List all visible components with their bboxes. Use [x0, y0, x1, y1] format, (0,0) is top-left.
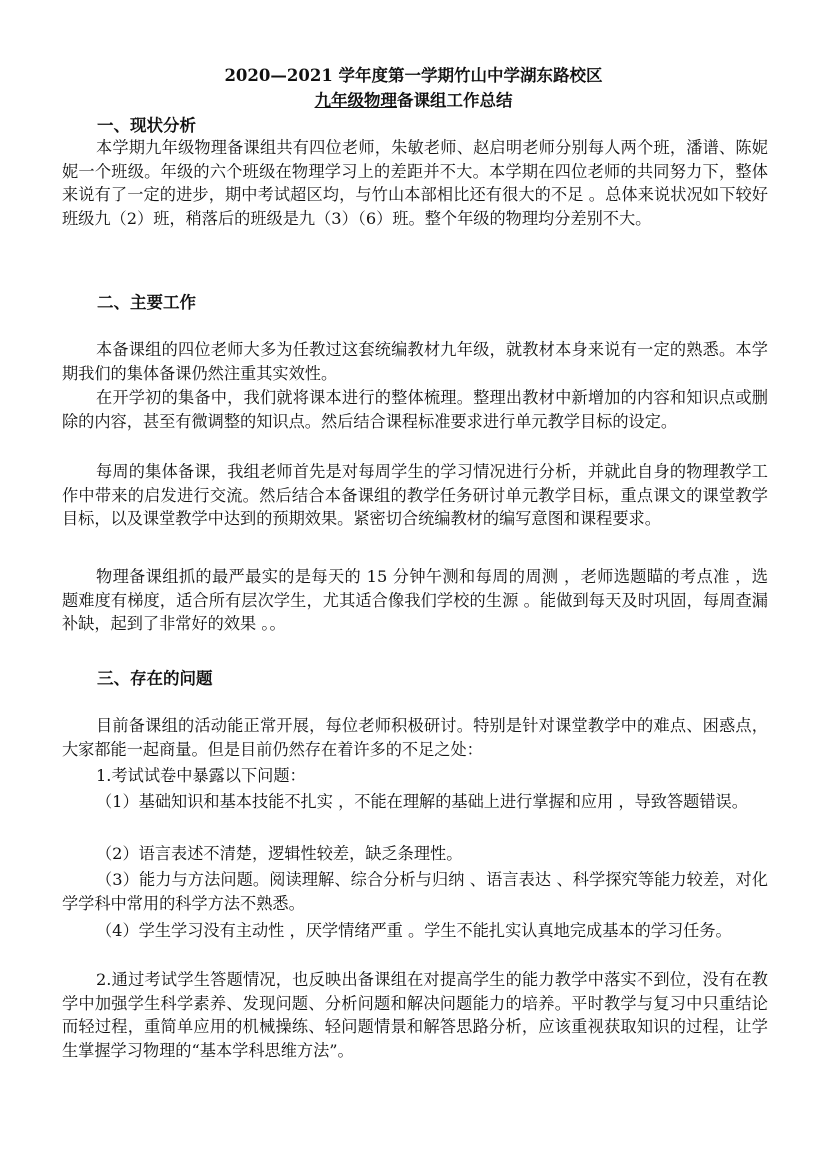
work-paragraph-1: 本备课组的四位老师大多为任教过这套统编教材九年级，就教材本身来说有一定的熟悉。本学期我们的集体备课仍然注重其实效性。	[62, 340, 768, 383]
problems-paragraph-1: 目前备课组的活动能正常开展，每位老师积极研讨。特别是针对课堂教学中的难点、困惑点，大家都能一起商量。但是目前仍然存在着许多的不足之处：	[62, 716, 768, 759]
problems-paragraph-2: 2.通过考试学生答题情况，也反映出备课组在对提高学生的能力教学中落实不到位，没有在教学中加强学生科学素养、发现问题、分析问题和解决问题能力的培养。平时教学与复习中只重结论而轻过程，重简单应用的机械操练、轻问题情景和解答思路分析，应该重视获取知识的过程，让学生掌握学习物理的“基本学科思维方法”。	[62, 970, 768, 1060]
status-paragraph: 本学期九年级物理备课组共有四位老师，朱敏老师、赵启明老师分别每人两个班，潘谱、陈妮妮一个班级。年级的六个班级在物理学习上的差距并不大。本学期在四位老师的共同努力下，整体来说有了一定的进步，期中考试超区均，与竹山本部相比还有很大的不足 。总体来说状况如下较好 班级九（2）班，稍落后的班级是九（3）（6）班。整个年级的物理均分差别不大。	[62, 138, 768, 228]
problem-item-2: （2）语言表述不清楚，逻辑性较差，缺乏条理性。	[96, 844, 463, 863]
work-paragraph-2: 在开学初的集备中，我们就将课本进行的整体梳理。整理出教材中新增加的内容和知识点或删除的内容，甚至有微调整的知识点。然后结合课程标准要求进行单元教学目标的设定。	[62, 388, 768, 431]
section-heading-work: 二、主要工作	[97, 293, 196, 312]
work-paragraph-4: 物理备课组抓的最严最实的是每天的 15 分钟午测和每周的周测 ，老师选题瞄的考点准 ，选题难度有梯度，适合所有层次学生，尤其适合像我们学校的生源 。能做到每天及时巩固，每周查漏补缺，起到了非常好的效果 。。	[62, 567, 768, 634]
document-subtitle	[0, 87, 827, 111]
subtitle-underlined: 九年级物理	[314, 91, 397, 110]
work-paragraph-3: 每周的集体备课，我组老师首先是对每周学生的学习情况进行分析，并就此自身的物理教学工作中带来的启发进行交流。然后结合本备课组的教学任务研讨单元教学目标，重点课文的课堂教学目标，以及课堂教学中达到的预期效果。紧密切合统编教材的编写意图和课程要求。	[62, 462, 768, 529]
section-heading-status: 一、现状分析	[97, 116, 196, 135]
problem-item-1: （1）基础知识和基本技能不扎实 ，不能在理解的基础上进行掌握和应用 ，导致答题错误。	[96, 792, 748, 811]
subtitle-rest: 备课组工作总结	[397, 91, 513, 110]
problems-list-heading: 1.考试试卷中暴露以下问题：	[96, 766, 306, 785]
section-heading-problems: 三、存在的问题	[97, 669, 213, 688]
problem-item-4: （4）学生学习没有主动性 ，厌学情绪严重 。学生不能扎实认真地完成基本的学习任务。	[96, 921, 732, 940]
document-title: 2020—2021 学年度第一学期竹山中学湖东路校区	[224, 66, 603, 85]
problem-item-3: （3）能力与方法问题。阅读理解、综合分析与归纳 、语言表达 、科学探究等能力较差，对化学学科中常用的科学方法不熟悉。	[62, 870, 768, 913]
